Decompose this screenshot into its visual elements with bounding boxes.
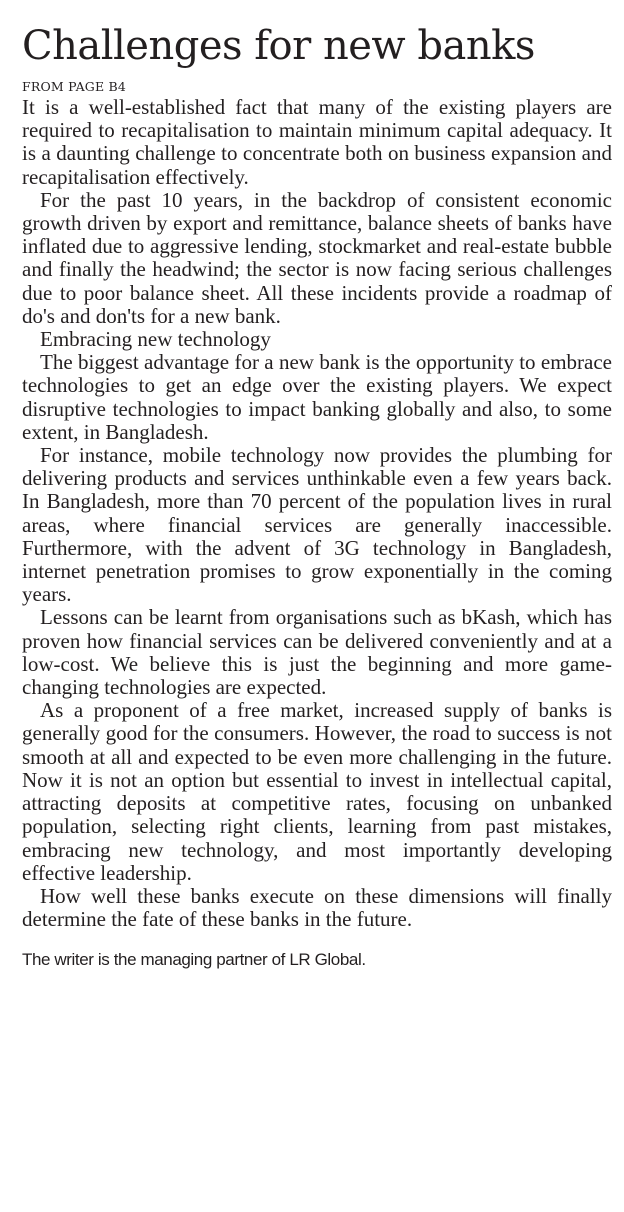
paragraph: For instance, mobile technology now provides the plumbing for delivering products and services unthinkable even a few years back. In Bangladesh, more than 70 percent of the population lives in rural areas, where financial services are generally inaccessible. Furthermore, with the advent of 3G technology in Bangladesh, internet penetration promises to grow exponentially in the coming years. [22,443,612,607]
paragraph: As a proponent of a free market, increased supply of banks is generally good for the consumers. However, the road to success is not smooth at all and expected to be even more challenging in the future. Now it is not an option but essential to invest in intellectual capital, attracting deposits at competitive rates, focusing on unbanked population, selecting right clients, learning from past mistakes, embracing new technology, and most importantly developing effective leadership. [22,698,612,885]
jump-from-label: FROM PAGE B4 [22,79,127,94]
article-body [22,96,612,931]
paragraph: For the past 10 years, in the backdrop of consistent economic growth driven by export and remittance, balance sheets of banks have inflated due to aggressive lending, stockmarket and real-estate bubble and finally the headwind; the sector is now facing serious challenges due to poor balance sheet. All these incidents provide a roadmap of do's and don'ts for a new bank. [22,187,612,328]
paragraph: It is a well-established fact that many of the existing players are required to recapitalisation to maintain minimum capital adequacy. It is a daunting challenge to concentrate both on business expansion and recapitalisation effectively. [22,95,612,189]
subheading: Embracing new technology [40,327,271,352]
paragraph: The biggest advantage for a new bank is the opportunity to embrace technologies to get an edge over the existing players. We expect disruptive technologies to impact banking globally and also, to some extent, in Bangladesh. [22,350,612,444]
article [22,20,612,971]
paragraph: How well these banks execute on these dimensions will finally determine the fate of these banks in the future. [22,883,612,932]
paragraph: Lessons can be learnt from organisations such as bKash, which has proven how financial services can be delivered conveniently and at a low-cost. We believe this is just the beginning and more game-changing technologies are expected. [22,605,612,700]
byline: The writer is the managing partner of LR Global. [22,950,366,970]
headline: Challenges for new banks [22,23,535,69]
